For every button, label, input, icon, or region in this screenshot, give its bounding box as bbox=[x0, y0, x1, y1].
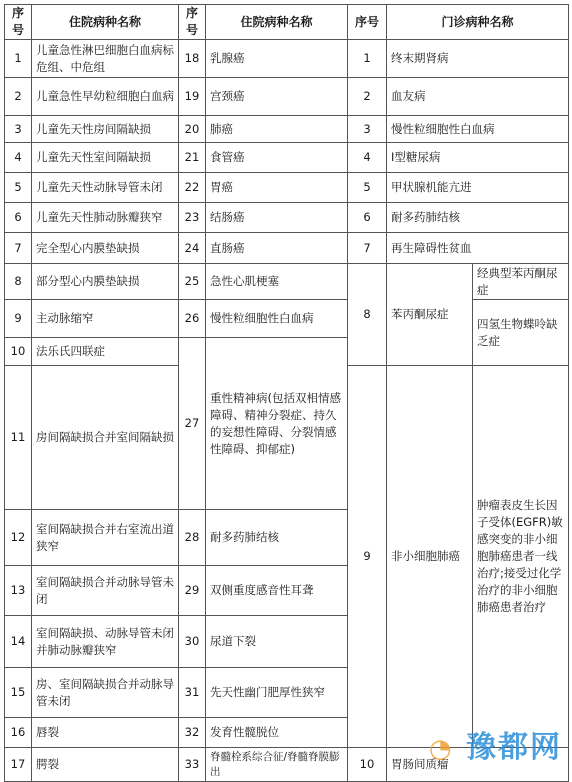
right-note: 肿瘤表皮生长因子受体(EGFR)敏感突变的非小细胞肺癌患者一线治疗;接受过化学治疗的非小细胞肺癌患者治疗 bbox=[473, 366, 569, 748]
left-name: 儿童先天性房间隔缺损 bbox=[32, 116, 179, 143]
right-name: 再生障碍性贫血 bbox=[387, 233, 569, 264]
left-name: 儿童先天性肺动脉瓣狭窄 bbox=[32, 203, 179, 233]
table-row bbox=[5, 143, 569, 173]
mid-seq: 29 bbox=[179, 566, 206, 616]
mid-name: 胃癌 bbox=[206, 173, 348, 203]
mid-seq: 23 bbox=[179, 203, 206, 233]
left-seq: 5 bbox=[5, 173, 32, 203]
left-name: 完全型心内膜垫缺损 bbox=[32, 233, 179, 264]
right-seq: 4 bbox=[348, 143, 387, 173]
right-seq: 1 bbox=[348, 40, 387, 78]
left-name: 室间隔缺损合并动脉导管未闭 bbox=[32, 566, 179, 616]
left-name: 室间隔缺损合并右室流出道狭窄 bbox=[32, 510, 179, 566]
right-name: 慢性粒细胞性白血病 bbox=[387, 116, 569, 143]
left-name: 儿童急性早幼粒细胞白血病 bbox=[32, 78, 179, 116]
left-name: 主动脉缩窄 bbox=[32, 300, 179, 338]
left-seq: 14 bbox=[5, 616, 32, 668]
left-name: 儿童急性淋巴细胞白血病标危组、中危组 bbox=[32, 40, 179, 78]
mid-name: 乳腺癌 bbox=[206, 40, 348, 78]
table-row bbox=[5, 173, 569, 203]
left-seq: 12 bbox=[5, 510, 32, 566]
header-seq-2: 序号 bbox=[179, 5, 206, 40]
mid-seq: 21 bbox=[179, 143, 206, 173]
right-subtype: 四氢生物蝶呤缺乏症 bbox=[473, 300, 569, 366]
header-row bbox=[5, 5, 569, 40]
left-seq: 10 bbox=[5, 338, 32, 366]
table-row bbox=[5, 264, 569, 300]
mid-name: 发育性髋脱位 bbox=[206, 718, 348, 748]
left-name: 儿童先天性动脉导管未闭 bbox=[32, 173, 179, 203]
mid-seq: 30 bbox=[179, 616, 206, 668]
left-seq: 1 bbox=[5, 40, 32, 78]
right-seq: 9 bbox=[348, 366, 387, 748]
mid-name: 宫颈癌 bbox=[206, 78, 348, 116]
mid-seq: 33 bbox=[179, 748, 206, 782]
header-inpatient-2: 住院病种名称 bbox=[206, 5, 348, 40]
mid-name: 耐多药肺结核 bbox=[206, 510, 348, 566]
mid-seq: 27 bbox=[179, 338, 206, 510]
watermark-mark-icon: ◔ bbox=[428, 734, 454, 764]
mid-seq: 32 bbox=[179, 718, 206, 748]
mid-name: 先天性幽门肥厚性狭窄 bbox=[206, 668, 348, 718]
header-seq-3: 序号 bbox=[348, 5, 387, 40]
right-name: 甲状腺机能亢进 bbox=[387, 173, 569, 203]
mid-name: 双侧重度感音性耳聋 bbox=[206, 566, 348, 616]
right-name: 耐多药肺结核 bbox=[387, 203, 569, 233]
left-name: 儿童先天性室间隔缺损 bbox=[32, 143, 179, 173]
mid-seq: 26 bbox=[179, 300, 206, 338]
right-seq: 3 bbox=[348, 116, 387, 143]
left-name: 唇裂 bbox=[32, 718, 179, 748]
left-seq: 6 bbox=[5, 203, 32, 233]
right-seq: 7 bbox=[348, 233, 387, 264]
mid-name: 尿道下裂 bbox=[206, 616, 348, 668]
header-seq-1: 序号 bbox=[5, 5, 32, 40]
mid-seq: 18 bbox=[179, 40, 206, 78]
mid-name: 慢性粒细胞性白血病 bbox=[206, 300, 348, 338]
mid-seq: 22 bbox=[179, 173, 206, 203]
mid-seq: 28 bbox=[179, 510, 206, 566]
table-row bbox=[5, 40, 569, 78]
mid-seq: 24 bbox=[179, 233, 206, 264]
left-name: 房间隔缺损合并室间隔缺损 bbox=[32, 366, 179, 510]
right-name: 终末期肾病 bbox=[387, 40, 569, 78]
left-name: 室间隔缺损、动脉导管未闭并肺动脉瓣狭窄 bbox=[32, 616, 179, 668]
watermark-text: 豫都网 bbox=[466, 730, 562, 765]
right-name: 苯丙酮尿症 bbox=[387, 264, 473, 366]
left-seq: 3 bbox=[5, 116, 32, 143]
left-seq: 17 bbox=[5, 748, 32, 782]
left-name: 法乐氏四联症 bbox=[32, 338, 179, 366]
right-seq: 10 bbox=[348, 748, 387, 782]
right-seq: 8 bbox=[348, 264, 387, 366]
left-name: 房、室间隔缺损合并动脉导管未闭 bbox=[32, 668, 179, 718]
mid-seq: 31 bbox=[179, 668, 206, 718]
watermark-logo bbox=[429, 722, 562, 766]
left-seq: 13 bbox=[5, 566, 32, 616]
table-row bbox=[5, 300, 569, 338]
mid-name: 结肠癌 bbox=[206, 203, 348, 233]
left-name: 部分型心内膜垫缺损 bbox=[32, 264, 179, 300]
left-name: 腭裂 bbox=[32, 748, 179, 782]
left-seq: 16 bbox=[5, 718, 32, 748]
mid-name: 急性心肌梗塞 bbox=[206, 264, 348, 300]
left-seq: 9 bbox=[5, 300, 32, 338]
disease-table bbox=[4, 4, 569, 782]
header-inpatient-1: 住院病种名称 bbox=[32, 5, 179, 40]
mid-seq: 20 bbox=[179, 116, 206, 143]
mid-name: 重性精神病(包括双相情感障碍、精神分裂症、持久的妄想性障碍、分裂情感性障碍、抑郁症) bbox=[206, 338, 348, 510]
mid-seq: 19 bbox=[179, 78, 206, 116]
right-seq: 5 bbox=[348, 173, 387, 203]
right-subtype: 经典型苯丙酮尿症 bbox=[473, 264, 569, 300]
mid-name: 肺癌 bbox=[206, 116, 348, 143]
mid-name: 脊髓栓系综合征/脊髓脊膜膨出 bbox=[206, 748, 348, 782]
header-outpatient: 门诊病种名称 bbox=[387, 5, 569, 40]
table-row bbox=[5, 116, 569, 143]
left-seq: 4 bbox=[5, 143, 32, 173]
table-row bbox=[5, 203, 569, 233]
right-name: 血友病 bbox=[387, 78, 569, 116]
mid-seq: 25 bbox=[179, 264, 206, 300]
mid-name: 食管癌 bbox=[206, 143, 348, 173]
right-name: I型糖尿病 bbox=[387, 143, 569, 173]
left-seq: 2 bbox=[5, 78, 32, 116]
right-name: 非小细胞肺癌 bbox=[387, 366, 473, 748]
table-row bbox=[5, 78, 569, 116]
right-seq: 2 bbox=[348, 78, 387, 116]
mid-name: 直肠癌 bbox=[206, 233, 348, 264]
left-seq: 8 bbox=[5, 264, 32, 300]
left-seq: 11 bbox=[5, 366, 32, 510]
table-row bbox=[5, 233, 569, 264]
right-seq: 6 bbox=[348, 203, 387, 233]
left-seq: 15 bbox=[5, 668, 32, 718]
right-name: 胃肠间质瘤 bbox=[387, 748, 569, 782]
left-seq: 7 bbox=[5, 233, 32, 264]
